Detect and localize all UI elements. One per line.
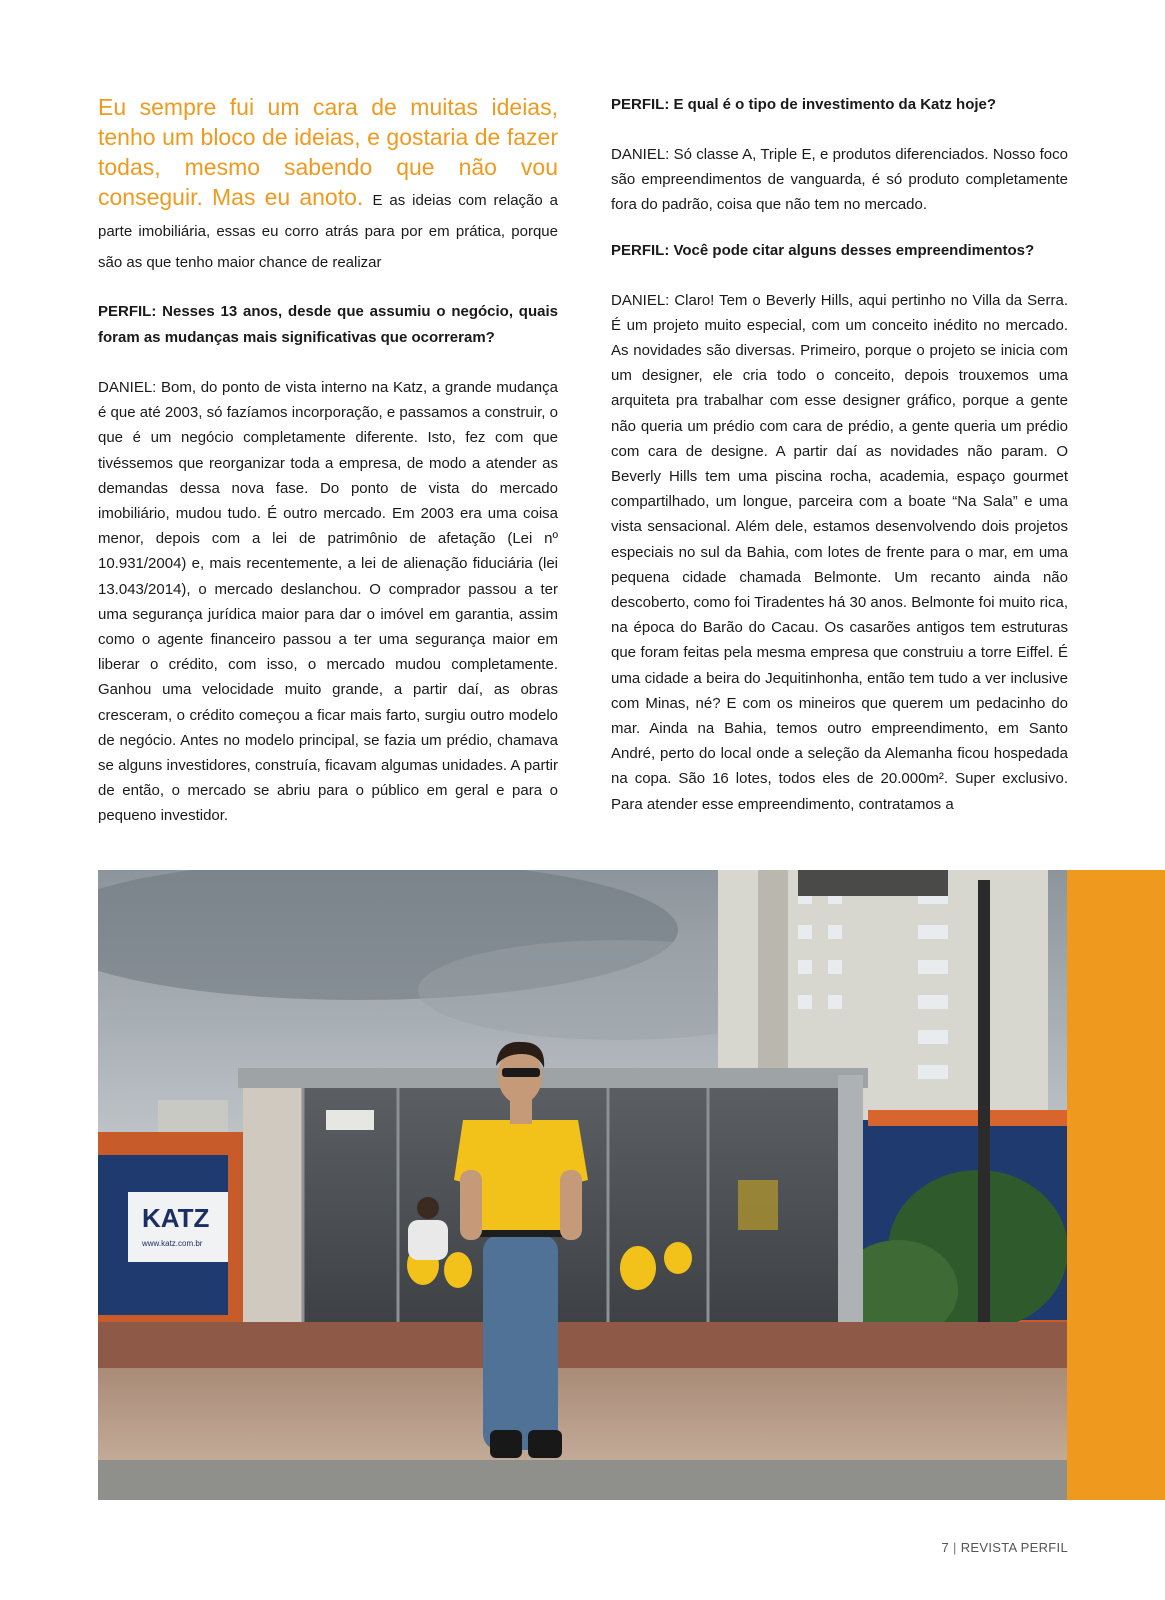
interview-question: PERFIL: E qual é o tipo de investimento da Katz hoje? <box>611 96 997 113</box>
interview-question: PERFIL: Nesses 13 anos, desde que assumiu o negócio, quais foram as mudanças mais significativas que ocorreram? <box>98 303 558 346</box>
page-number: 7 <box>941 1540 950 1555</box>
interview-answer: DANIEL: Bom, do ponto de vista interno na Katz, a grande mudança é que até 2003, só fazíamos incorporação, e passamos a construir, o que é um negócio completamente diferente. Isto, fez com que tivéssemos que reorganizar toda a empresa, de modo a atender as demandas dessa nova fase. Do ponto de vista do mercado imobiliário, mudou tudo. É outro mercado. Em 2003 era uma coisa menor, depois com a lei de patrimônio de afetação (Lei nº 10.931/2004) e, mais recentemente, a lei de alienação fiduciária (lei 13.043/2014), o mercado deslanchou. O comprador passou a ter uma segurança jurídica maior para dar o imóvel em garantia, assim como o agente financeiro passou a ter uma segurança maior em liberar o crédito, com isso, o mercado mudou completamente. Ganhou uma velocidade muito grande, a partir daí, as obras cresceram, o crédito começou a ficar mais farto, surgiu outro modelo de negócio. Antes no modelo principal, se fazia um prédio, chamava se alguns investidores, construía, ficavam algumas unidades. A partir de então, o mercado se abriu para o público em geral e para o pequeno investidor. <box>98 379 558 825</box>
left-column <box>98 92 558 829</box>
feature-photo <box>98 870 1067 1500</box>
interview-answer: DANIEL: Claro! Tem o Beverly Hills, aqui pertinho no Villa da Serra. É um projeto muito especial, com um conceito inédito no mercado. As novidades são diversas. Primeiro, porque o projeto se inicia com um designer, ele cria todo o conceito, depois trouxemos uma arquiteta pra trabalhar com esse designer gráfico, porque a gente não queria um prédio com cara de prédio, a gente queria um prédio com cara de designe. A partir daí as novidades não param. O Beverly Hills tem uma piscina rocha, academia, espaço gourmet compartilhado, um longue, parceira com a boate “Na Sala” e uma vista sensacional. Além dele, estamos desenvolvendo dois projetos especiais no sul da Bahia, com lotes de frente para o mar, em uma pequena cidade chamada Belmonte. Um recanto ainda não descoberto, como foi Tiradentes há 30 anos. Belmonte foi muito rica, na época do Barão do Cacau. Os casarões antigos tem estruturas que foram feitas pela mesma empresa que construiu a torre Eiffel. É uma cidade a beira do Jequitinhonha, então tem tudo a ver inclusive com Minas, né? E com os mineiros que querem um pedacinho do mar. Ainda na Bahia, temos outro empreendimento, em Santo André, perto do local onde a seleção da Alemanha ficou hospedada na copa. São 16 lotes, todos eles de 20.000m². Super exclusivo. Para atender esse empreendimento, contratamos a <box>611 291 1068 813</box>
pull-quote: Eu sempre fui um cara de muitas ideias, tenho um bloco de ideias, e gostaria de fazer todas, mesmo sabendo que não vou conseguir. Mas eu anoto. <box>98 94 558 210</box>
footer-separator: | <box>953 1540 957 1555</box>
right-column <box>611 92 1068 817</box>
pull-quote-paragraph <box>98 92 558 275</box>
interview-answer: DANIEL: Só classe A, Triple E, e produtos diferenciados. Nosso foco são empreendimentos de vanguarda, é só produto completamente fora do padrão, coisa que não tem no mercado. <box>611 146 1068 214</box>
sales-office-photo <box>98 870 1067 1500</box>
katz-sign-text: KATZ <box>142 1203 210 1233</box>
magazine-name: REVISTA PERFIL <box>960 1540 1068 1555</box>
interview-question: PERFIL: Você pode citar alguns desses empreendimentos? <box>611 241 1035 259</box>
accent-bar <box>1067 870 1165 1500</box>
pull-quote-tail: E as ideias com relação a parte imobiliária, essas eu corro atrás para por em prática, porque são as que tenho maior chance de realizar <box>98 192 558 271</box>
katz-sign-url: www.katz.com.br <box>142 1239 203 1248</box>
page-footer <box>942 1540 1069 1555</box>
